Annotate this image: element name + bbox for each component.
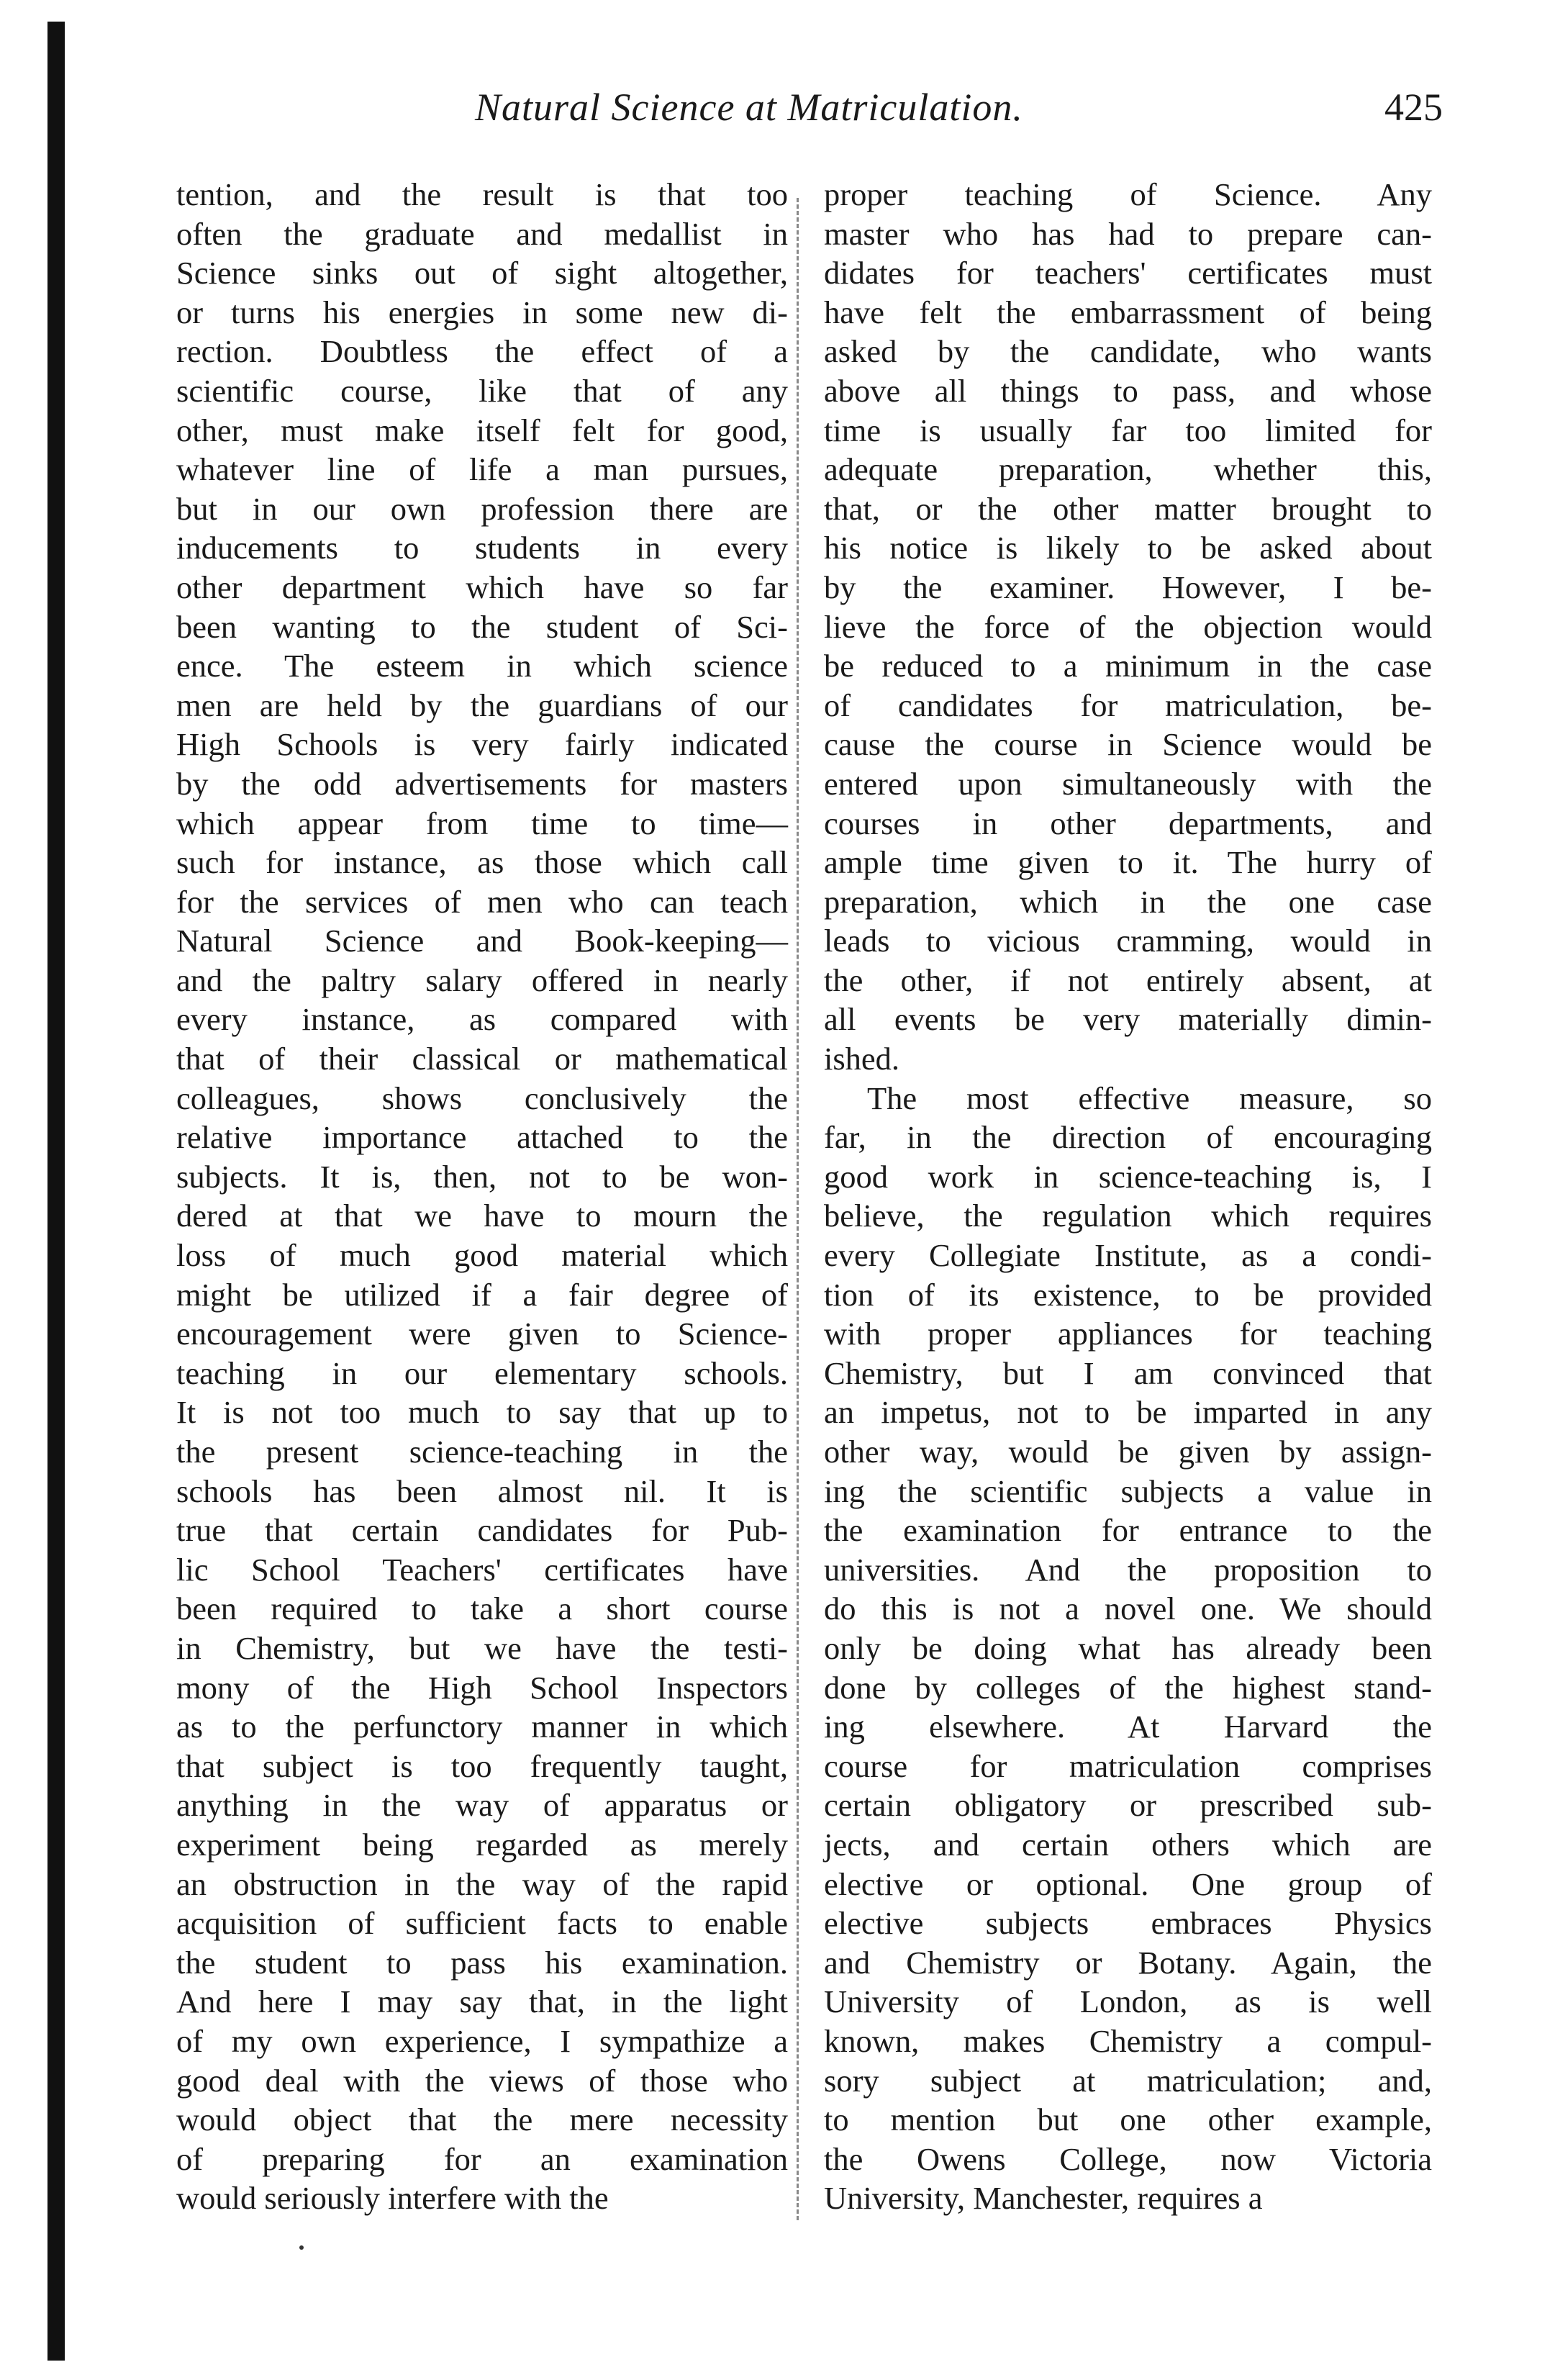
text-line: and Chemistry or Botany. Again, the	[824, 1944, 1432, 1981]
text-line: relative importance attached to the	[176, 1119, 788, 1156]
text-line: above all things to pass, and whose	[824, 372, 1432, 409]
text-line: inducements to students in every	[176, 530, 788, 566]
text-line: or turns his energies in some new di-	[176, 294, 788, 330]
text-line: other, must make itself felt for good,	[176, 412, 788, 448]
text-line: ence. The esteem in which science	[176, 648, 788, 684]
text-line: been required to take a short course	[176, 1591, 788, 1627]
text-line: the Owens College, now Victoria	[824, 2140, 1432, 2177]
ink-speck	[299, 2245, 304, 2250]
text-line: in Chemistry, but we have the testi-	[176, 1629, 788, 1666]
text-line: for the services of men who can teach	[176, 883, 788, 920]
text-line: would seriously interfere with the	[176, 2180, 609, 2217]
text-line: subjects. It is, then, not to be won-	[176, 1158, 788, 1195]
text-line: the other, if not entirely absent, at	[824, 961, 1432, 998]
text-line: And here I may say that, in the light	[176, 1983, 788, 2020]
text-line: every instance, as compared with	[176, 1001, 788, 1038]
text-line: which appear from time to time—	[176, 805, 788, 841]
text-line: have felt the embarrassment of being	[824, 294, 1432, 330]
text-line: entered upon simultaneously with the	[824, 765, 1432, 802]
text-line: men are held by the guardians of our	[176, 687, 788, 723]
running-head	[0, 85, 1555, 142]
text-line: to mention but one other example,	[824, 2101, 1432, 2138]
text-line: High Schools is very fairly indicated	[176, 726, 788, 763]
text-line: that of their classical or mathematical	[176, 1041, 788, 1077]
text-line: rection. Doubtless the effect of a	[176, 333, 788, 370]
text-line: ished.	[824, 1041, 900, 1077]
text-line: mony of the High School Inspectors	[176, 1669, 788, 1706]
text-line: been wanting to the student of Sci-	[176, 608, 788, 645]
text-line: schools has been almost nil. It is	[176, 1472, 788, 1509]
text-line: the present science-teaching in the	[176, 1434, 788, 1470]
text-line: teaching in our elementary schools.	[176, 1354, 788, 1391]
text-line: by the examiner. However, I be-	[824, 569, 1432, 605]
text-line: of my own experience, I sympathize a	[176, 2022, 788, 2059]
text-line: but in our own profession there are	[176, 490, 788, 527]
text-line: and the paltry salary offered in nearly	[176, 961, 788, 998]
text-line: elective subjects embraces Physics	[824, 1905, 1432, 1942]
text-line: anything in the way of apparatus or	[176, 1787, 788, 1824]
text-line: an obstruction in the way of the rapid	[176, 1865, 788, 1902]
text-line: acquisition of sufficient facts to enable	[176, 1905, 788, 1942]
text-line: experiment being regarded as merely	[176, 1826, 788, 1863]
text-line: didates for teachers' certificates must	[824, 255, 1432, 291]
text-line: whatever line of life a man pursues,	[176, 451, 788, 488]
text-line: adequate preparation, whether this,	[824, 451, 1432, 488]
text-line: believe, the regulation which requires	[824, 1198, 1432, 1234]
text-line: might be utilized if a fair degree of	[176, 1276, 788, 1313]
text-line: scientific course, like that of any	[176, 372, 788, 409]
text-line: tion of its existence, to be provided	[824, 1276, 1432, 1313]
text-line: Natural Science and Book-keeping—	[176, 923, 788, 959]
text-line: do this is not a novel one. We should	[824, 1591, 1432, 1627]
page-number: 425	[1384, 86, 1443, 129]
text-line: jects, and certain others which are	[824, 1826, 1432, 1863]
left-text-column	[176, 175, 788, 2218]
text-line: The most effective measure, so	[867, 1080, 1432, 1116]
text-line: be reduced to a minimum in the case	[824, 648, 1432, 684]
text-line: course for matriculation comprises	[824, 1747, 1432, 1784]
text-line: certain obligatory or prescribed sub-	[824, 1787, 1432, 1824]
text-line: the examination for entrance to the	[824, 1512, 1432, 1549]
text-line: It is not too much to say that up to	[176, 1394, 788, 1431]
text-line: often the graduate and medallist in	[176, 215, 788, 252]
text-line: by the odd advertisements for masters	[176, 765, 788, 802]
text-line: every Collegiate Institute, as a condi-	[824, 1237, 1432, 1274]
text-line: of candidates for matriculation, be-	[824, 687, 1432, 723]
text-line: courses in other departments, and	[824, 805, 1432, 841]
text-line: done by colleges of the highest stand-	[824, 1669, 1432, 1706]
text-line: leads to vicious cramming, would in	[824, 923, 1432, 959]
text-line: Chemistry, but I am convinced that	[824, 1354, 1432, 1391]
text-line: lieve the force of the objection would	[824, 608, 1432, 645]
text-line: sory subject at matriculation; and,	[824, 2062, 1432, 2099]
text-line: of preparing for an examination	[176, 2140, 788, 2177]
text-line: other way, would be given by assign-	[824, 1434, 1432, 1470]
text-line: all events be very materially dimin-	[824, 1001, 1432, 1038]
text-line: good work in science-teaching is, I	[824, 1158, 1432, 1195]
text-line: colleagues, shows conclusively the	[176, 1080, 788, 1116]
column-rule	[797, 198, 799, 2220]
text-line: such for instance, as those which call	[176, 844, 788, 881]
text-line: his notice is likely to be asked about	[824, 530, 1432, 566]
text-line: dered at that we have to mourn the	[176, 1198, 788, 1234]
text-line: only be doing what has already been	[824, 1629, 1432, 1666]
text-line: ample time given to it. The hurry of	[824, 844, 1432, 881]
text-line: universities. And the proposition to	[824, 1551, 1432, 1588]
text-line: proper teaching of Science. Any	[824, 176, 1432, 212]
text-line: preparation, which in the one case	[824, 883, 1432, 920]
text-line: asked by the candidate, who wants	[824, 333, 1432, 370]
text-line: University, Manchester, requires a	[824, 2180, 1263, 2217]
text-line: would object that the mere necessity	[176, 2101, 788, 2138]
text-line: known, makes Chemistry a compul-	[824, 2022, 1432, 2059]
text-line: University of London, as is well	[824, 1983, 1432, 2020]
text-line: other department which have so far	[176, 569, 788, 605]
text-line: good deal with the views of those who	[176, 2062, 788, 2099]
text-line: ing the scientific subjects a value in	[824, 1472, 1432, 1509]
right-text-column	[824, 175, 1432, 2218]
text-line: with proper appliances for teaching	[824, 1316, 1432, 1352]
text-line: true that certain candidates for Pub-	[176, 1512, 788, 1549]
text-line: that, or the other matter brought to	[824, 490, 1432, 527]
text-line: encouragement were given to Science-	[176, 1316, 788, 1352]
text-line: elective or optional. One group of	[824, 1865, 1432, 1902]
running-title: Natural Science at Matriculation.	[475, 86, 1023, 129]
text-line: an impetus, not to be imparted in any	[824, 1394, 1432, 1431]
text-line: the student to pass his examination.	[176, 1944, 788, 1981]
text-line: master who has had to prepare can-	[824, 215, 1432, 252]
text-line: tention, and the result is that too	[176, 176, 788, 212]
binding-edge	[47, 22, 65, 2361]
text-line: as to the perfunctory manner in which	[176, 1709, 788, 1745]
text-line: far, in the direction of encouraging	[824, 1119, 1432, 1156]
text-line: that subject is too frequently taught,	[176, 1747, 788, 1784]
text-line: Science sinks out of sight altogether,	[176, 255, 788, 291]
text-line: cause the course in Science would be	[824, 726, 1432, 763]
text-line: ing elsewhere. At Harvard the	[824, 1709, 1432, 1745]
text-line: loss of much good material which	[176, 1237, 788, 1274]
text-line: lic School Teachers' certificates have	[176, 1551, 788, 1588]
text-line: time is usually far too limited for	[824, 412, 1432, 448]
